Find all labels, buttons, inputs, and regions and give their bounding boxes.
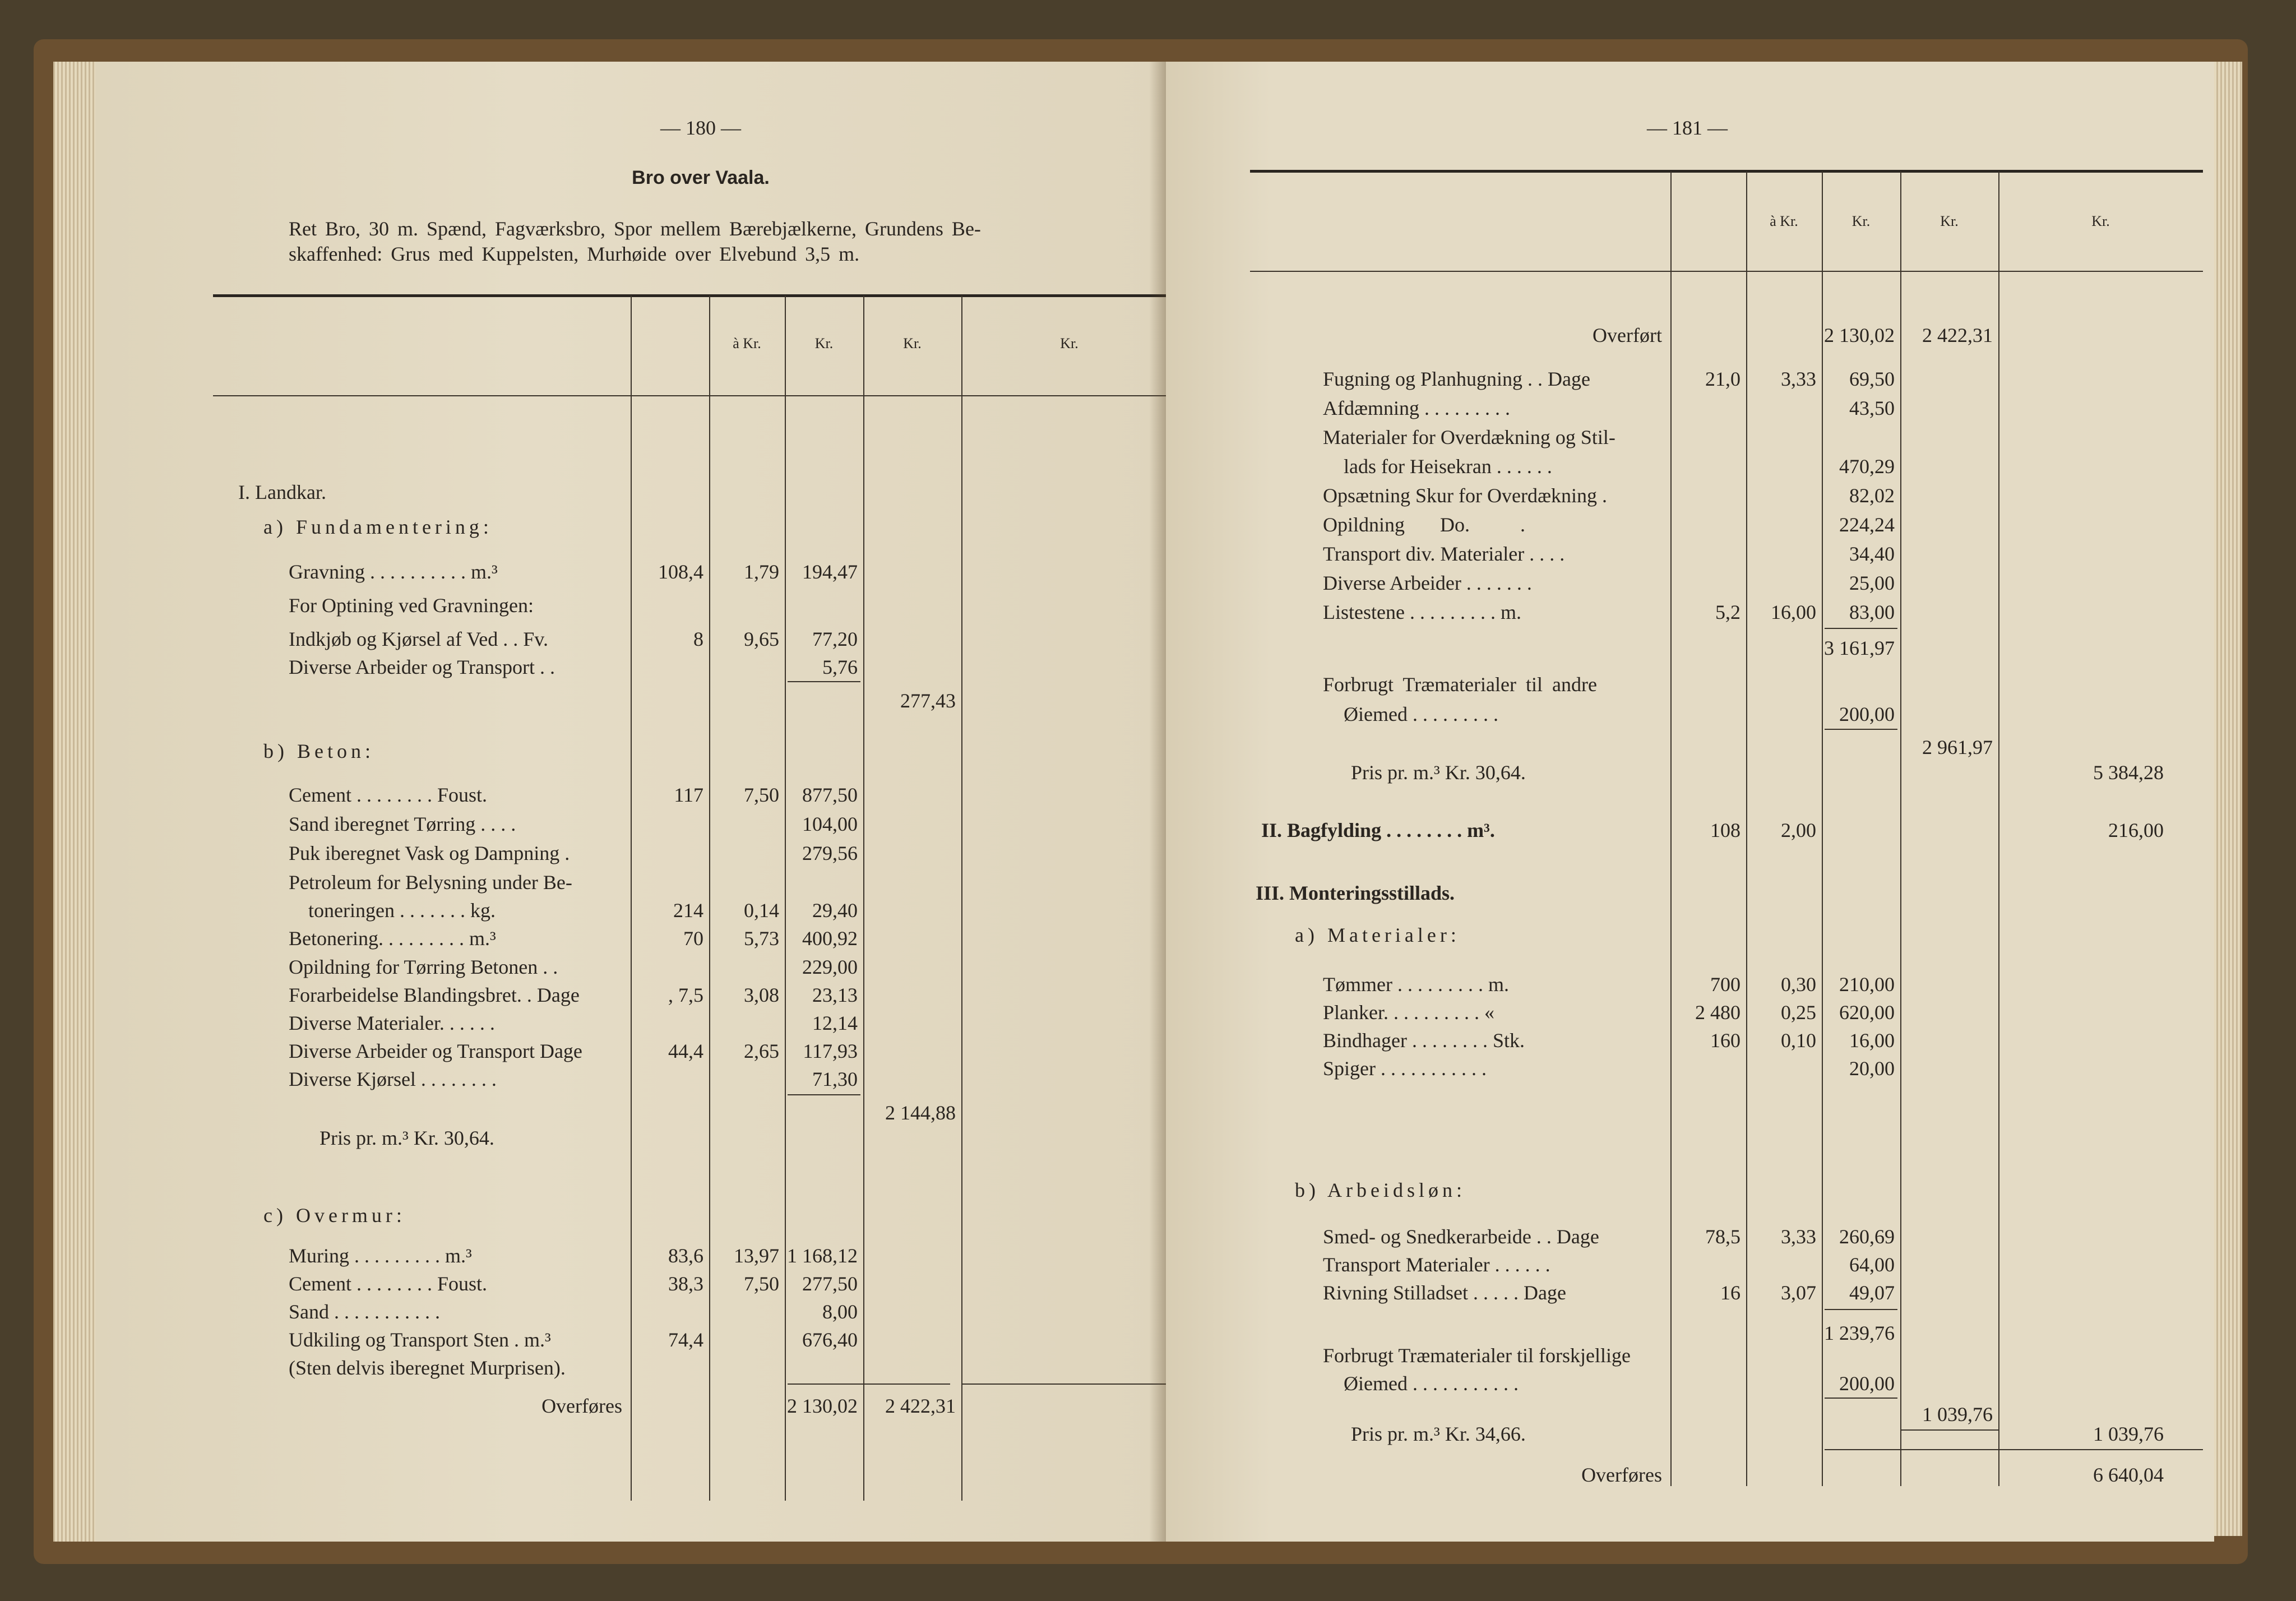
row-amount: 470,29 — [1839, 455, 1895, 478]
right-price-1: Pris pr. m.³ Kr. 30,64. — [1351, 761, 1526, 784]
row-qty: 21,0 — [1705, 368, 1740, 390]
row-text: Diverse Arbeider og Transport Dage — [289, 1040, 582, 1062]
row-amount: 71,30 — [812, 1068, 858, 1090]
left-sub-a: a) Fundamentering: — [263, 516, 493, 538]
row-amount: 64,00 — [1849, 1253, 1895, 1276]
right-sum-rule-3 — [1825, 1309, 1897, 1310]
right-II-qty: 108 — [1710, 819, 1740, 841]
row-amount: 224,24 — [1839, 513, 1895, 536]
row-price: 3,08 — [744, 984, 779, 1006]
row-amount: 23,13 — [812, 984, 858, 1006]
row-price: 0,30 — [1781, 973, 1816, 996]
row-text: lads for Heisekran . . . . . . — [1344, 455, 1552, 478]
row-amount: 400,92 — [802, 927, 858, 950]
row-text: Muring . . . . . . . . . m.³ — [289, 1244, 472, 1267]
left-carry-rule — [788, 1383, 950, 1385]
left-page-number: — 180 — — [660, 117, 741, 139]
row-qty: 117 — [674, 784, 703, 806]
row-price: 13,97 — [734, 1244, 779, 1267]
row-amount: 43,50 — [1849, 397, 1895, 419]
row-text: toneringen . . . . . . . kg. — [308, 899, 496, 922]
left-header-kr-3: Kr. — [1060, 335, 1078, 351]
row-text: Listestene . . . . . . . . . m. — [1323, 601, 1521, 623]
right-overfort-label: Overført — [1593, 324, 1662, 346]
left-price-b: Pris pr. m.³ Kr. 30,64. — [320, 1127, 494, 1149]
row-qty: , 7,5 — [668, 984, 703, 1006]
left-page — [95, 62, 1166, 1542]
right-forbrugt-1-line2: Øiemed . . . . . . . . . — [1344, 703, 1498, 725]
row-price: 9,65 — [744, 628, 779, 650]
row-text: Diverse Arbeider . . . . . . . — [1323, 572, 1532, 594]
right-overfort-1: 2 130,02 — [1824, 324, 1895, 346]
row-price: 5,73 — [744, 927, 779, 950]
row-text: Petroleum for Belysning under Be- — [289, 871, 572, 894]
row-text: Cement . . . . . . . . Foust. — [289, 1273, 488, 1295]
row-amount: 210,00 — [1839, 973, 1895, 996]
row-price: 2,65 — [744, 1040, 779, 1062]
row-qty: 70 — [683, 927, 703, 950]
row-price: 7,50 — [744, 1273, 779, 1295]
right-section-II: II. Bagfylding . . . . . . . . m³. — [1261, 819, 1495, 841]
row-amount: 34,40 — [1849, 543, 1895, 565]
row-text: Puk iberegnet Vask og Dampning . — [289, 842, 570, 864]
right-page-number: — 181 — — [1647, 117, 1728, 139]
row-text: Rivning Stilladset . . . . . Dage — [1323, 1281, 1566, 1304]
row-price: 1,79 — [744, 561, 779, 583]
row-text: Diverse Materialer. . . . . . — [289, 1012, 495, 1034]
row-qty: 44,4 — [668, 1040, 703, 1062]
row-amount: 29,40 — [812, 899, 858, 922]
row-text: Spiger . . . . . . . . . . . — [1323, 1057, 1487, 1080]
row-price: 0,10 — [1781, 1029, 1816, 1052]
row-amount: 25,00 — [1849, 572, 1895, 594]
row-price: 3,07 — [1781, 1281, 1816, 1304]
left-col-divider-5 — [961, 295, 962, 1501]
right-forbrugt-2-line2: Øiemed . . . . . . . . . . . — [1344, 1372, 1519, 1395]
row-amount: 20,00 — [1849, 1057, 1895, 1080]
row-text: Smed- og Snedkerarbeide . . Dage — [1323, 1225, 1599, 1248]
row-price: 3,33 — [1781, 1225, 1816, 1248]
row-amount: 5,76 — [822, 656, 858, 678]
right-forbrugt-2-line1: Forbrugt Træmaterialer til forskjellige — [1323, 1344, 1631, 1367]
left-table-top-rule — [213, 294, 1166, 297]
row-text: Forarbeidelse Blandingsbret. . Dage — [289, 984, 580, 1006]
row-text: Sand iberegnet Tørring . . . . — [289, 813, 516, 835]
row-text: Planker. . . . . . . . . . « — [1323, 1001, 1494, 1024]
row-text: Bindhager . . . . . . . . Stk. — [1323, 1029, 1525, 1052]
left-col-divider-2 — [709, 295, 710, 1501]
right-header-kr-2: Kr. — [1940, 213, 1959, 229]
row-text: Diverse Arbeider og Transport . . — [289, 656, 555, 678]
row-amount: 49,07 — [1849, 1281, 1895, 1304]
row-qty: 74,4 — [668, 1329, 703, 1351]
row-amount: 117,93 — [803, 1040, 858, 1062]
right-col-divider-4 — [1900, 172, 1901, 1486]
right-page — [1166, 62, 2214, 1542]
left-intro-line2: skaffenhed: Grus med Kuppelsten, Murhøide over Elvebund 3,5 m. — [289, 243, 860, 265]
right-price-III: Pris pr. m.³ Kr. 34,66. — [1351, 1423, 1526, 1445]
row-text: Opildning for Tørring Betonen . . — [289, 956, 558, 978]
left-sum-rule-a — [788, 681, 860, 682]
left-col-divider-1 — [631, 295, 632, 1501]
row-text: Diverse Kjørsel . . . . . . . . — [289, 1068, 497, 1090]
row-qty: 2 480 — [1695, 1001, 1740, 1024]
row-amount: 620,00 — [1839, 1001, 1895, 1024]
left-title: Bro over Vaala. — [632, 167, 770, 188]
row-qty: 78,5 — [1705, 1225, 1740, 1248]
row-text: (Sten delvis iberegnet Murprisen). — [289, 1357, 566, 1379]
left-sub-b: b) Beton: — [263, 740, 374, 762]
row-text: Transport div. Materialer . . . . — [1323, 543, 1565, 565]
left-carry-1: 2 130,02 — [787, 1395, 858, 1417]
row-amount: 8,00 — [822, 1301, 858, 1323]
right-forbrugt-2-amount: 200,00 — [1839, 1372, 1895, 1395]
left-intro-line1: Ret Bro, 30 m. Spænd, Fagværksbro, Spor mellem Bærebjælkerne, Grundens Be- — [289, 218, 981, 240]
left-sum-rule-b — [788, 1094, 860, 1095]
right-II-price: 2,00 — [1781, 819, 1816, 841]
right-sub-b: b) Arbeidsløn: — [1295, 1179, 1466, 1201]
left-col-divider-4 — [863, 295, 864, 1501]
row-amount: 83,00 — [1849, 601, 1895, 623]
row-amount: 77,20 — [812, 628, 858, 650]
right-header-kr-3: Kr. — [2091, 213, 2110, 229]
left-carry-2: 2 422,31 — [885, 1395, 956, 1417]
right-header-kr-1: Kr. — [1851, 213, 1871, 229]
right-forbrugt-1-line1: Forbrugt Træmaterialer til andre — [1323, 673, 1597, 696]
row-text: Indkjøb og Kjørsel af Ved . . Fv. — [289, 628, 548, 650]
row-text: Opsætning Skur for Overdækning . — [1323, 484, 1607, 507]
right-total-I: 5 384,28 — [2093, 761, 2164, 784]
left-carry-label: Overføres — [541, 1395, 622, 1417]
row-text: Tømmer . . . . . . . . . m. — [1323, 973, 1509, 996]
row-qty: 16 — [1720, 1281, 1740, 1304]
right-net-1: 2 961,97 — [1922, 736, 1993, 758]
row-amount: 260,69 — [1839, 1225, 1895, 1248]
right-carry-total: 6 640,04 — [2093, 1464, 2164, 1486]
right-sum-rule-2 — [1825, 729, 1897, 730]
left-subtotal-b: 2 144,88 — [885, 1102, 956, 1124]
row-qty: 214 — [673, 899, 703, 922]
right-carry-rule — [1825, 1449, 2203, 1450]
row-qty: 108,4 — [658, 561, 703, 583]
right-header-rule — [1250, 271, 2203, 272]
row-text: Betonering. . . . . . . . . m.³ — [289, 927, 496, 950]
row-amount: 277,50 — [802, 1273, 858, 1295]
row-amount: 194,47 — [802, 561, 858, 583]
left-sub-c: c) Overmur: — [263, 1204, 406, 1227]
right-section-III: III. Monteringsstillads. — [1256, 882, 1455, 904]
right-sum-rule-5 — [1900, 1429, 1998, 1431]
row-qty: 5,2 — [1715, 601, 1740, 623]
right-sum-1: 3 161,97 — [1824, 637, 1895, 659]
row-text: Sand . . . . . . . . . . . — [289, 1301, 440, 1323]
left-subtotal-a: 277,43 — [900, 690, 956, 712]
row-qty: 700 — [1710, 973, 1740, 996]
row-text: Cement . . . . . . . . Foust. — [289, 784, 488, 806]
row-text: Fugning og Planhugning . . Dage — [1323, 368, 1590, 390]
row-price: 0,25 — [1781, 1001, 1816, 1024]
right-II-total: 216,00 — [2108, 819, 2164, 841]
right-carry-label: Overføres — [1581, 1464, 1662, 1486]
left-header-a-kr: à Kr. — [733, 335, 761, 351]
row-qty: 160 — [1710, 1029, 1740, 1052]
row-text: Udkiling og Transport Sten . m.³ — [289, 1329, 551, 1351]
row-text: Gravning . . . . . . . . . . m.³ — [289, 561, 498, 583]
right-sum-rule-1 — [1825, 628, 1897, 629]
row-amount: 69,50 — [1849, 368, 1895, 390]
row-amount: 279,56 — [802, 842, 858, 864]
right-forbrugt-1-amount: 200,00 — [1839, 703, 1895, 725]
row-amount: 676,40 — [802, 1329, 858, 1351]
right-net-III: 1 039,76 — [1922, 1403, 1993, 1426]
row-text: Afdæmning . . . . . . . . . — [1323, 397, 1511, 419]
row-amount: 12,14 — [812, 1012, 858, 1034]
row-text: Materialer for Overdækning og Stil- — [1323, 426, 1615, 448]
right-table-top-rule — [1250, 170, 2203, 173]
right-sub-a: a) Materialer: — [1295, 924, 1460, 946]
row-amount: 82,02 — [1849, 484, 1895, 507]
right-header-a-kr: à Kr. — [1770, 213, 1798, 229]
row-amount: 1 168,12 — [787, 1244, 858, 1267]
right-total-III: 1 039,76 — [2093, 1423, 2164, 1445]
left-section-I: I. Landkar. — [238, 481, 326, 503]
row-amount: 877,50 — [802, 784, 858, 806]
row-text: Transport Materialer . . . . . . — [1323, 1253, 1550, 1276]
row-text: For Optining ved Gravningen: — [289, 594, 534, 617]
row-qty: 83,6 — [668, 1244, 703, 1267]
row-price: 3,33 — [1781, 368, 1816, 390]
row-amount: 104,00 — [802, 813, 858, 835]
right-sum-III: 1 239,76 — [1824, 1322, 1895, 1344]
row-qty: 38,3 — [668, 1273, 703, 1295]
row-qty: 8 — [693, 628, 703, 650]
left-header-kr-1: Kr. — [814, 335, 834, 351]
row-amount: 229,00 — [802, 956, 858, 978]
left-header-kr-2: Kr. — [903, 335, 922, 351]
row-text: Opildning Do. . — [1323, 513, 1526, 536]
row-price: 16,00 — [1771, 601, 1816, 623]
row-price: 0,14 — [744, 899, 779, 922]
left-carry-rule-2 — [961, 1383, 1166, 1385]
row-price: 7,50 — [744, 784, 779, 806]
left-header-rule — [213, 395, 1166, 396]
row-amount: 16,00 — [1849, 1029, 1895, 1052]
right-sum-rule-4 — [1825, 1398, 1897, 1399]
right-overfort-2: 2 422,31 — [1922, 324, 1993, 346]
